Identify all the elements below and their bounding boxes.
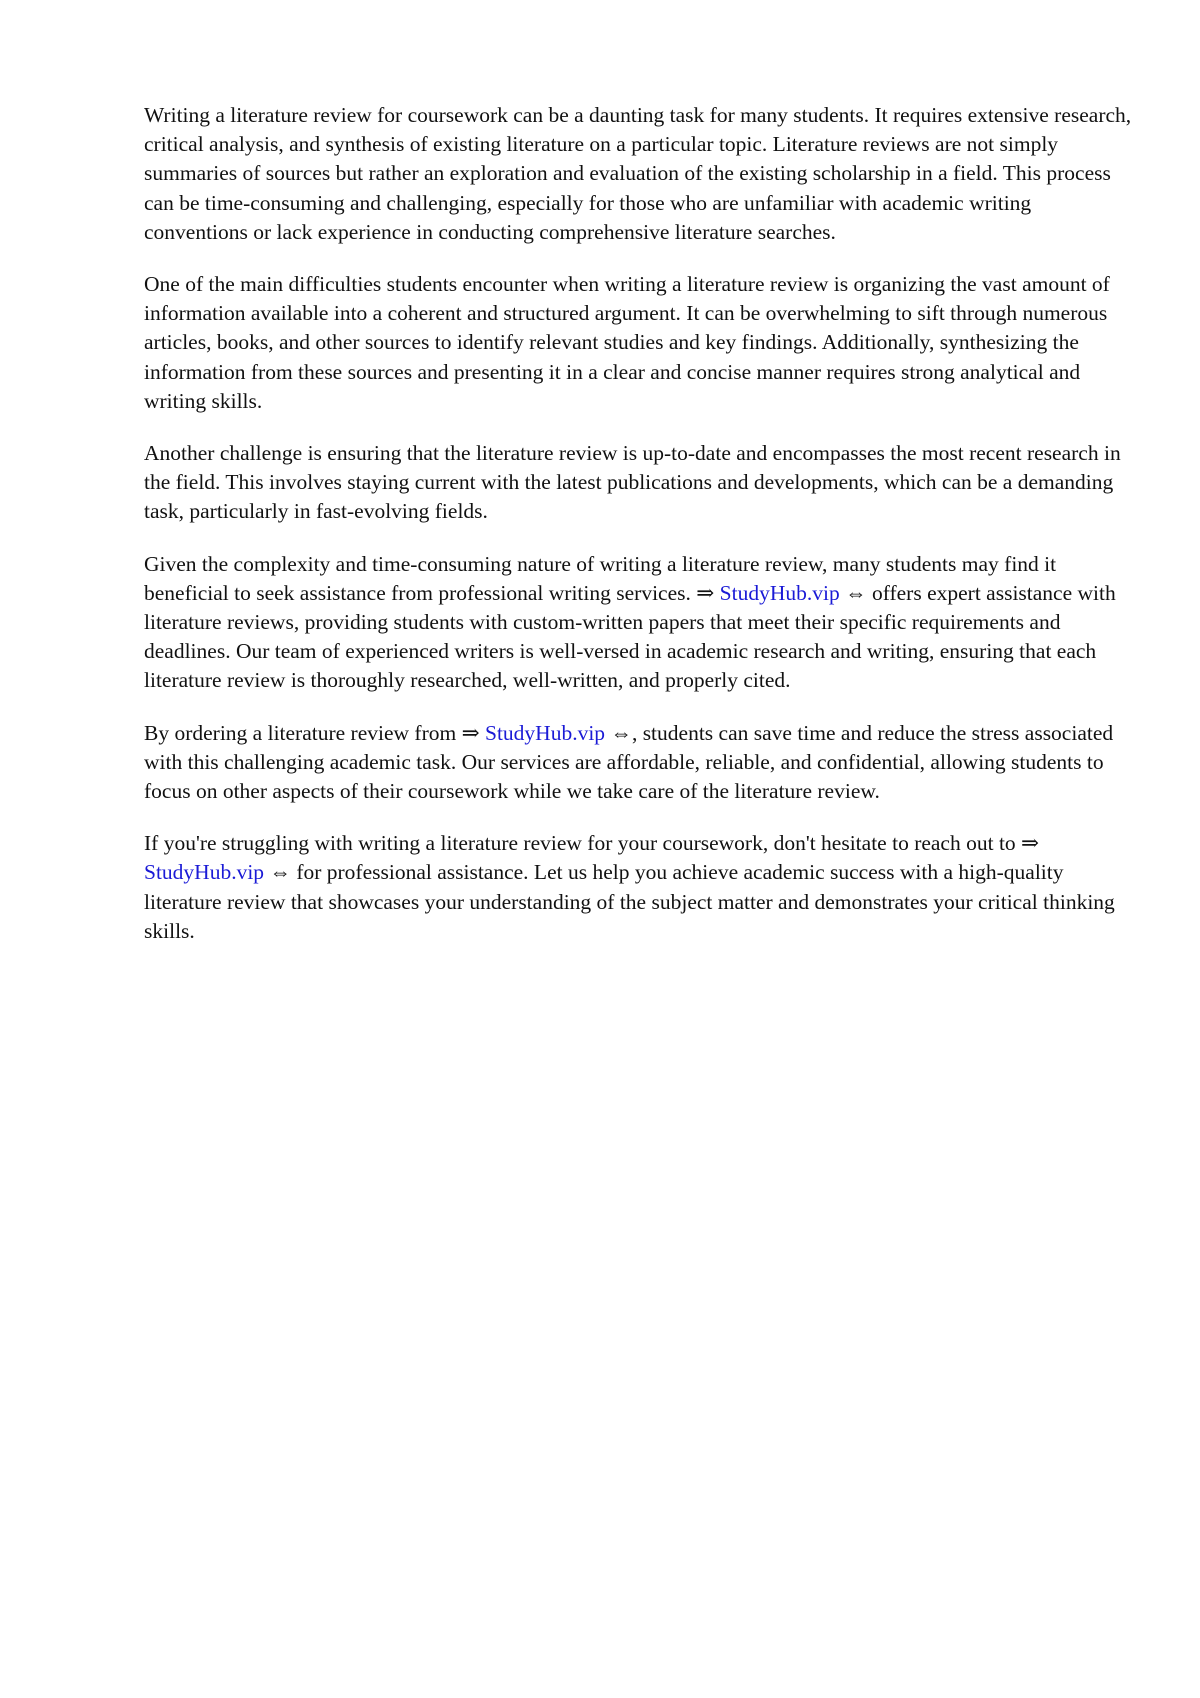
paragraph-2: One of the main difficulties students encounter when writing a literature review is organizing the vast amount of information available into a coherent and structured argument. It can be overwhelming to sift through numerous articles, books, and other sources to identify relevant studies and key findings. Additionally, synthesizing the information from these sources and presenting it in a clear and concise manner requires strong analytical and writing skills. bbox=[144, 272, 1110, 413]
paragraph-3: Another challenge is ensuring that the literature review is up-to-date and encompasses the most recent research in the field. This involves staying current with the latest publications and developments, which can be a demanding task, particularly in fast-evolving fields. bbox=[144, 441, 1121, 524]
studyhub-link-1[interactable]: StudyHub.vip bbox=[719, 580, 840, 605]
paragraph-1: Writing a literature review for coursework can be a daunting task for many students. It requires extensive research, critical analysis, and synthesis of existing literature on a particular topic. Literature reviews are not simply summaries of sources but rather an exploration and evaluation of the existing scholarship in a field. This process can be time-consuming and challenging, especially for those who are unfamiliar with academic writing conventions or lack experience in conducting comprehensive literature searches. bbox=[144, 103, 1132, 244]
paragraph-4 bbox=[144, 550, 1134, 696]
paragraph-5-text-before: By ordering a literature review from ⇒ bbox=[144, 720, 485, 745]
paragraph-4-text-after: ⇔ offers expert assistance with literature reviews, providing students with custom-written papers that meet their specific requirements and deadlines. Our team of experienced writers is well-versed in academic research and writing, ensuring that each literature review is thoroughly researched, well-written, and properly cited. bbox=[144, 580, 1116, 693]
document-body bbox=[144, 101, 1134, 969]
paragraph-6-text-before: If you're struggling with writing a literature review for your coursework, don't hesitate to reach out to ⇒ bbox=[144, 831, 1040, 856]
studyhub-link-3[interactable]: StudyHub.vip bbox=[144, 860, 265, 885]
paragraph-6 bbox=[144, 829, 1134, 946]
paragraph-5-text-after: ⇔, students can save time and reduce the stress associated with this challenging academic task. Our services are affordable, reliable, and confidential, allowing students to focus on other aspects of their coursework while we take care of the literature review. bbox=[144, 720, 1114, 804]
paragraph-4-text-before: Given the complexity and time-consuming nature of writing a literature review, many students may find it beneficial to seek assistance from professional writing services. ⇒ bbox=[144, 551, 1057, 605]
studyhub-link-2[interactable]: StudyHub.vip bbox=[485, 720, 606, 745]
paragraph-6-text-after: ⇔ for professional assistance. Let us help you achieve academic success with a high-quality literature review that showcases your understanding of the subject matter and demonstrates your critical thinking skills. bbox=[144, 860, 1115, 943]
paragraph-5 bbox=[144, 719, 1134, 807]
